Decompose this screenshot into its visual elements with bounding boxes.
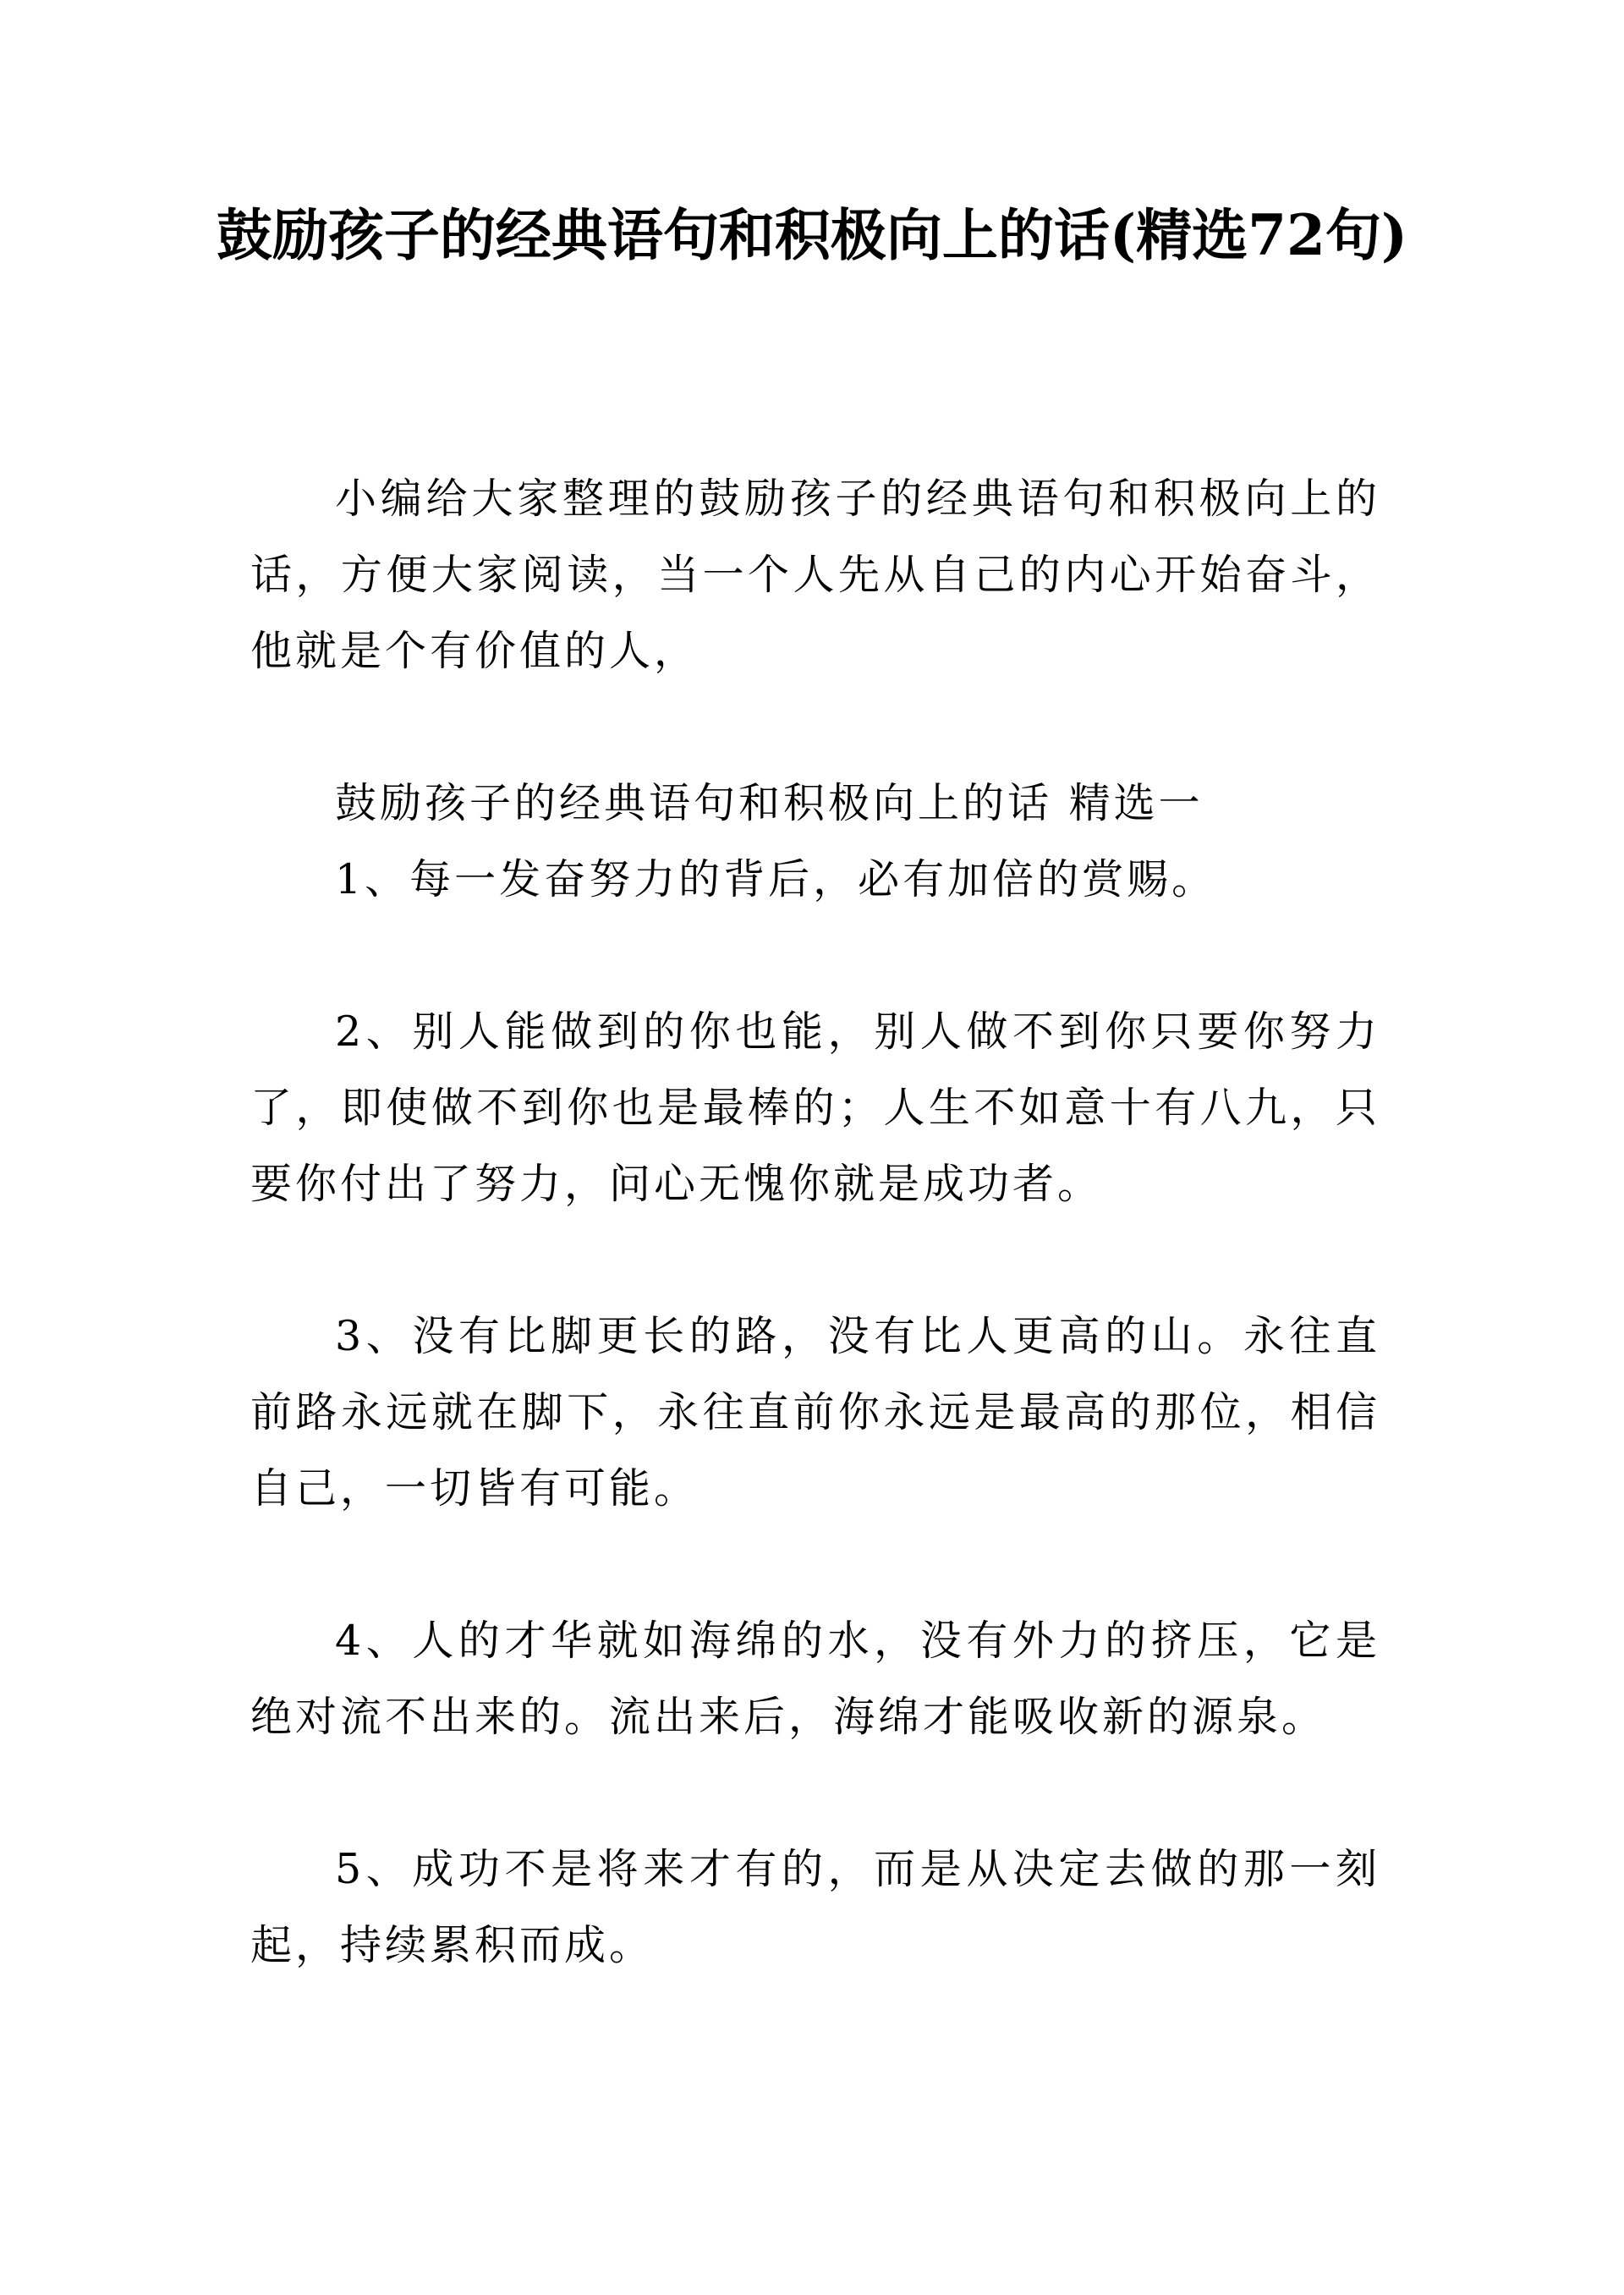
paragraph-gap (250, 1755, 1380, 1831)
list-item: 3、没有比脚更长的路，没有比人更高的山。永往直前路永远就在脚下，永往直前你永远是最高的那位，相信自己，一切皆有可能。 (250, 1312, 1380, 1513)
document-body (250, 461, 1380, 1984)
paragraph-gap (250, 918, 1380, 994)
list-item: 5、成功不是将来才有的，而是从决定去做的那一刻起，持续累积而成。 (250, 1845, 1380, 1969)
list-item: 1、每一发奋努力的背后，必有加倍的赏赐。 (335, 855, 1217, 903)
intro-paragraph: 小编给大家整理的鼓励孩子的经典语句和积极向上的话，方便大家阅读，当一个人先从自己的内心开始奋斗，他就是个有价值的人， (250, 475, 1380, 675)
paragraph-gap (250, 689, 1380, 766)
list-item: 4、人的才华就如海绵的水，没有外力的挤压，它是绝对流不出来的。流出来后，海绵才能吸收新的源泉。 (250, 1617, 1380, 1741)
paragraph-gap (250, 1222, 1380, 1298)
section-heading: 鼓励孩子的经典语句和积极向上的话 精选一 (335, 779, 1204, 827)
list-item: 2、别人能做到的你也能，别人做不到你只要你努力了，即使做不到你也是最棒的；人生不如意十有八九，只要你付出了努力，问心无愧你就是成功者。 (250, 1007, 1380, 1208)
paragraph-gap (250, 1527, 1380, 1603)
document-title: 鼓励孩子的经典语句和积极向上的话(精选72句) (216, 202, 1408, 268)
